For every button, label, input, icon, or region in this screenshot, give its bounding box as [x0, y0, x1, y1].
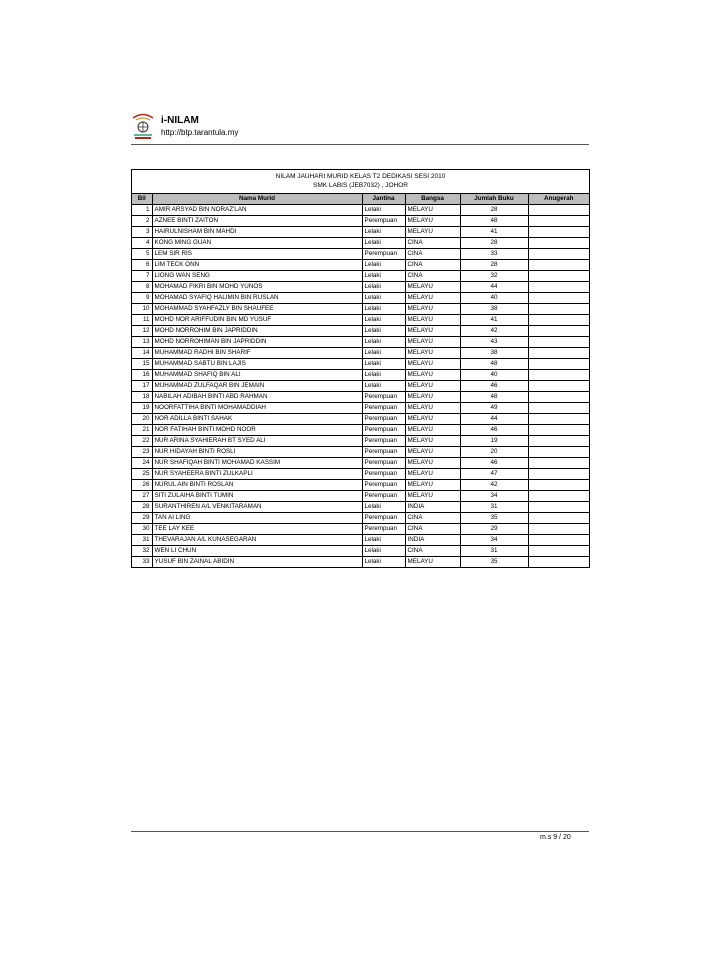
cell-nama-murid: AZNEE BINTI ZAITON: [152, 216, 362, 227]
cell-jantina: Perempuan: [362, 458, 405, 469]
cell-bangsa: CINA: [405, 513, 460, 524]
cell-bangsa: MELAYU: [405, 480, 460, 491]
cell-jumlah-buku: 38: [460, 304, 528, 315]
cell-nama-murid: NUR SHAFIQAH BINTI MOHAMAD KASSIM: [152, 458, 362, 469]
cell-bil: 21: [132, 425, 152, 436]
cell-jantina: Lelaki: [362, 205, 405, 216]
cell-anugerah: [528, 557, 589, 568]
cell-nama-murid: MOHAMMAD SYAHFAZLY BIN SHAUFEE: [152, 304, 362, 315]
table-row: [132, 469, 589, 480]
brand-name: i-NILAM: [161, 115, 199, 126]
cell-anugerah: [528, 447, 589, 458]
cell-bangsa: MELAYU: [405, 392, 460, 403]
table-row: [132, 403, 589, 414]
cell-bil: 19: [132, 403, 152, 414]
column-header-bangsa: Bangsa: [405, 194, 460, 205]
cell-jumlah-buku: 20: [460, 447, 528, 458]
table-row: [132, 535, 589, 546]
cell-bil: 27: [132, 491, 152, 502]
cell-jumlah-buku: 35: [460, 513, 528, 524]
cell-nama-murid: AMIR ARSYAD BIN NORAZ'LAN: [152, 205, 362, 216]
table-row: [132, 326, 589, 337]
cell-anugerah: [528, 436, 589, 447]
cell-nama-murid: YUSUF BIN ZAINAL ABIDIN: [152, 557, 362, 568]
cell-bangsa: INDIA: [405, 535, 460, 546]
cell-nama-murid: NUR HIDAYAH BINTI ROSLI: [152, 447, 362, 458]
table-row: [132, 249, 589, 260]
cell-anugerah: [528, 337, 589, 348]
column-header-anugerah: Anugerah: [528, 194, 589, 205]
table-row: [132, 348, 589, 359]
cell-bil: 2: [132, 216, 152, 227]
cell-bil: 5: [132, 249, 152, 260]
table-body: [132, 205, 589, 568]
table-row: [132, 282, 589, 293]
table-row: [132, 205, 589, 216]
cell-jumlah-buku: 48: [460, 359, 528, 370]
cell-bangsa: MELAYU: [405, 304, 460, 315]
cell-jantina: Lelaki: [362, 381, 405, 392]
cell-bil: 25: [132, 469, 152, 480]
cell-jantina: Perempuan: [362, 447, 405, 458]
cell-nama-murid: MOHD NOR ARIFFUDIN BIN MD YUSUF: [152, 315, 362, 326]
table-row: [132, 414, 589, 425]
cell-anugerah: [528, 249, 589, 260]
table-row: [132, 337, 589, 348]
cell-jumlah-buku: 34: [460, 535, 528, 546]
cell-jantina: Lelaki: [362, 546, 405, 557]
cell-jantina: Perempuan: [362, 403, 405, 414]
cell-bil: 10: [132, 304, 152, 315]
cell-jumlah-buku: 28: [460, 238, 528, 249]
cell-bil: 29: [132, 513, 152, 524]
cell-bil: 11: [132, 315, 152, 326]
cell-jumlah-buku: 42: [460, 326, 528, 337]
cell-jantina: Lelaki: [362, 293, 405, 304]
cell-bil: 20: [132, 414, 152, 425]
table-row: [132, 238, 589, 249]
cell-jumlah-buku: 48: [460, 216, 528, 227]
cell-jumlah-buku: 49: [460, 403, 528, 414]
cell-bangsa: MELAYU: [405, 414, 460, 425]
cell-bil: 26: [132, 480, 152, 491]
cell-jumlah-buku: 44: [460, 282, 528, 293]
column-header-jumlah-buku: Jumlah Buku: [460, 194, 528, 205]
cell-bangsa: MELAYU: [405, 359, 460, 370]
cell-nama-murid: HAIRULNISHAM BIN MAHDI: [152, 227, 362, 238]
table-row: [132, 216, 589, 227]
cell-nama-murid: SURANTHIREN A/L VENKITARAMAN: [152, 502, 362, 513]
cell-anugerah: [528, 304, 589, 315]
cell-bil: 14: [132, 348, 152, 359]
cell-jantina: Perempuan: [362, 392, 405, 403]
cell-jantina: Lelaki: [362, 227, 405, 238]
cell-jumlah-buku: 46: [460, 425, 528, 436]
cell-bil: 1: [132, 205, 152, 216]
cell-anugerah: [528, 425, 589, 436]
cell-jantina: Lelaki: [362, 535, 405, 546]
cell-anugerah: [528, 216, 589, 227]
cell-jantina: Perempuan: [362, 425, 405, 436]
cell-jumlah-buku: 35: [460, 557, 528, 568]
table-row: [132, 381, 589, 392]
cell-nama-murid: NURUL AIN BINTI ROSLAN: [152, 480, 362, 491]
cell-nama-murid: NUR ARINA SYAHIERAH BT SYED ALI: [152, 436, 362, 447]
cell-anugerah: [528, 502, 589, 513]
table-row: [132, 425, 589, 436]
cell-bangsa: MELAYU: [405, 205, 460, 216]
table-row: [132, 436, 589, 447]
cell-jantina: Perempuan: [362, 513, 405, 524]
cell-jumlah-buku: 46: [460, 381, 528, 392]
school-crest-logo-icon: [131, 112, 155, 140]
cell-anugerah: [528, 205, 589, 216]
cell-bangsa: CINA: [405, 524, 460, 535]
cell-bangsa: MELAYU: [405, 381, 460, 392]
cell-bangsa: MELAYU: [405, 293, 460, 304]
column-header-bil: Bil: [132, 194, 152, 205]
cell-jantina: Lelaki: [362, 315, 405, 326]
cell-nama-murid: LIM TECK ONN: [152, 260, 362, 271]
cell-anugerah: [528, 469, 589, 480]
cell-jantina: Lelaki: [362, 370, 405, 381]
cell-jumlah-buku: 43: [460, 337, 528, 348]
cell-jumlah-buku: 40: [460, 370, 528, 381]
header-divider: [131, 144, 589, 145]
cell-jantina: Perempuan: [362, 480, 405, 491]
cell-jantina: Perempuan: [362, 216, 405, 227]
cell-bangsa: MELAYU: [405, 282, 460, 293]
report-title-line-2: SMK LABIS (JEB7032) , JOHOR: [312, 182, 408, 189]
cell-anugerah: [528, 293, 589, 304]
cell-anugerah: [528, 546, 589, 557]
table-row: [132, 271, 589, 282]
cell-jantina: Lelaki: [362, 359, 405, 370]
cell-bangsa: MELAYU: [405, 315, 460, 326]
column-header-nama-murid: Nama Murid: [152, 194, 362, 205]
cell-bil: 33: [132, 557, 152, 568]
table-row: [132, 260, 589, 271]
cell-nama-murid: NABILAH ADIBAH BINTI ABD RAHMAN: [152, 392, 362, 403]
cell-jumlah-buku: 19: [460, 436, 528, 447]
cell-nama-murid: MOHAMAD FIKRI BIN MOHD YUNOS: [152, 282, 362, 293]
column-header-jantina: Jantina: [362, 194, 405, 205]
cell-jumlah-buku: 29: [460, 524, 528, 535]
cell-jantina: Perempuan: [362, 524, 405, 535]
cell-bil: 8: [132, 282, 152, 293]
report-title-line-1: NILAM JAUHARI MURID KELAS T2 DEDIKASI SESI 2010: [275, 173, 446, 180]
cell-bil: 7: [132, 271, 152, 282]
cell-anugerah: [528, 260, 589, 271]
cell-nama-murid: MOHD NORROHIM BIN JAPRIDDIN: [152, 326, 362, 337]
cell-anugerah: [528, 348, 589, 359]
cell-bangsa: MELAYU: [405, 458, 460, 469]
cell-nama-murid: MOHAMAD SYAFIQ HALIMIN BIN RUSLAN: [152, 293, 362, 304]
cell-bil: 9: [132, 293, 152, 304]
table-row: [132, 293, 589, 304]
cell-bangsa: MELAYU: [405, 436, 460, 447]
cell-jantina: Perempuan: [362, 469, 405, 480]
cell-nama-murid: TEE LAY KEE: [152, 524, 362, 535]
cell-bangsa: MELAYU: [405, 425, 460, 436]
cell-nama-murid: NOORFATTIHA BINTI MOHAMADDIAH: [152, 403, 362, 414]
cell-anugerah: [528, 370, 589, 381]
table-row: [132, 227, 589, 238]
cell-nama-murid: TAN AI LING: [152, 513, 362, 524]
cell-bangsa: MELAYU: [405, 370, 460, 381]
page-header: [131, 112, 581, 142]
cell-nama-murid: WEN LI CHUN: [152, 546, 362, 557]
cell-jantina: Perempuan: [362, 414, 405, 425]
cell-anugerah: [528, 271, 589, 282]
cell-anugerah: [528, 392, 589, 403]
cell-nama-murid: MUHAMMAD RADHI BIN SHARIF: [152, 348, 362, 359]
table-row: [132, 447, 589, 458]
cell-bangsa: MELAYU: [405, 326, 460, 337]
cell-bangsa: CINA: [405, 546, 460, 557]
cell-bil: 22: [132, 436, 152, 447]
cell-jantina: Perempuan: [362, 491, 405, 502]
table-row: [132, 359, 589, 370]
cell-nama-murid: NOR FATIHAH BINTI MOHD NOOR: [152, 425, 362, 436]
cell-nama-murid: NUR SYAHEERA BINTI ZULKAPLI: [152, 469, 362, 480]
cell-bil: 13: [132, 337, 152, 348]
cell-nama-murid: NOR ADILLA BINTI SAHAK: [152, 414, 362, 425]
cell-anugerah: [528, 315, 589, 326]
table-row: [132, 557, 589, 568]
cell-bangsa: MELAYU: [405, 227, 460, 238]
cell-nama-murid: MOHD NORROHIMAN BIN JAPRIDDIN: [152, 337, 362, 348]
cell-jumlah-buku: 28: [460, 260, 528, 271]
cell-jumlah-buku: 38: [460, 348, 528, 359]
cell-anugerah: [528, 524, 589, 535]
cell-bil: 31: [132, 535, 152, 546]
cell-anugerah: [528, 227, 589, 238]
cell-bil: 16: [132, 370, 152, 381]
cell-anugerah: [528, 238, 589, 249]
cell-jumlah-buku: 44: [460, 414, 528, 425]
cell-jumlah-buku: 47: [460, 469, 528, 480]
cell-nama-murid: LEM SIR RIS: [152, 249, 362, 260]
cell-bil: 12: [132, 326, 152, 337]
cell-anugerah: [528, 535, 589, 546]
cell-jantina: Lelaki: [362, 282, 405, 293]
cell-anugerah: [528, 513, 589, 524]
table-header-row: [132, 194, 589, 205]
cell-jumlah-buku: 42: [460, 480, 528, 491]
cell-bangsa: MELAYU: [405, 447, 460, 458]
cell-bangsa: CINA: [405, 249, 460, 260]
cell-jantina: Lelaki: [362, 348, 405, 359]
cell-anugerah: [528, 403, 589, 414]
cell-bil: 3: [132, 227, 152, 238]
table-row: [132, 392, 589, 403]
cell-anugerah: [528, 491, 589, 502]
cell-jumlah-buku: 41: [460, 315, 528, 326]
student-table: [132, 194, 589, 567]
cell-jumlah-buku: 40: [460, 293, 528, 304]
cell-anugerah: [528, 282, 589, 293]
cell-bil: 30: [132, 524, 152, 535]
cell-jumlah-buku: 46: [460, 458, 528, 469]
cell-bil: 6: [132, 260, 152, 271]
footer-divider: [131, 831, 589, 832]
cell-bangsa: MELAYU: [405, 337, 460, 348]
cell-bangsa: MELAYU: [405, 216, 460, 227]
cell-jantina: Lelaki: [362, 271, 405, 282]
table-row: [132, 524, 589, 535]
table-row: [132, 513, 589, 524]
cell-bil: 15: [132, 359, 152, 370]
table-row: [132, 458, 589, 469]
cell-jantina: Lelaki: [362, 238, 405, 249]
table-row: [132, 304, 589, 315]
report-panel: [131, 169, 590, 568]
cell-anugerah: [528, 414, 589, 425]
cell-jantina: Lelaki: [362, 326, 405, 337]
cell-jantina: Lelaki: [362, 557, 405, 568]
cell-bil: 4: [132, 238, 152, 249]
cell-nama-murid: MUHAMMAD SHAFIQ BIN ALI: [152, 370, 362, 381]
cell-jumlah-buku: 34: [460, 491, 528, 502]
cell-jantina: Lelaki: [362, 260, 405, 271]
cell-jumlah-buku: 31: [460, 502, 528, 513]
table-row: [132, 370, 589, 381]
cell-nama-murid: KONG MING GUAN: [152, 238, 362, 249]
cell-bangsa: MELAYU: [405, 557, 460, 568]
table-row: [132, 502, 589, 513]
cell-bil: 18: [132, 392, 152, 403]
cell-jantina: Lelaki: [362, 502, 405, 513]
report-title: [132, 170, 589, 194]
cell-nama-murid: SITI ZULAIHA BINTI TUMIN: [152, 491, 362, 502]
cell-jumlah-buku: 31: [460, 546, 528, 557]
table-row: [132, 480, 589, 491]
cell-jantina: Perempuan: [362, 249, 405, 260]
table-row: [132, 315, 589, 326]
brand-url: http://btp.tarantula.my: [161, 128, 239, 137]
cell-bangsa: INDIA: [405, 502, 460, 513]
cell-bangsa: MELAYU: [405, 348, 460, 359]
cell-jumlah-buku: 48: [460, 392, 528, 403]
page-number: m.s 9 / 20: [540, 834, 571, 841]
cell-nama-murid: MUHAMMAD ZULFAQAR BIN JEMAIN: [152, 381, 362, 392]
cell-jumlah-buku: 28: [460, 205, 528, 216]
cell-bangsa: CINA: [405, 238, 460, 249]
cell-bil: 24: [132, 458, 152, 469]
cell-jantina: Perempuan: [362, 436, 405, 447]
cell-jantina: Lelaki: [362, 337, 405, 348]
cell-nama-murid: LIONG WAN SENG: [152, 271, 362, 282]
cell-bil: 28: [132, 502, 152, 513]
cell-bangsa: CINA: [405, 260, 460, 271]
cell-jumlah-buku: 33: [460, 249, 528, 260]
cell-anugerah: [528, 326, 589, 337]
cell-bangsa: MELAYU: [405, 403, 460, 414]
cell-jantina: Lelaki: [362, 304, 405, 315]
cell-bangsa: CINA: [405, 271, 460, 282]
cell-anugerah: [528, 381, 589, 392]
cell-bangsa: MELAYU: [405, 491, 460, 502]
cell-anugerah: [528, 480, 589, 491]
cell-nama-murid: THEVARAJAN A/L KUNASEGARAN: [152, 535, 362, 546]
cell-jumlah-buku: 41: [460, 227, 528, 238]
table-row: [132, 491, 589, 502]
table-row: [132, 546, 589, 557]
cell-nama-murid: MUHAMMAD SABTU BIN LAJIS: [152, 359, 362, 370]
cell-anugerah: [528, 458, 589, 469]
cell-bil: 32: [132, 546, 152, 557]
cell-bil: 17: [132, 381, 152, 392]
cell-jumlah-buku: 32: [460, 271, 528, 282]
cell-bangsa: MELAYU: [405, 469, 460, 480]
cell-anugerah: [528, 359, 589, 370]
cell-bil: 23: [132, 447, 152, 458]
